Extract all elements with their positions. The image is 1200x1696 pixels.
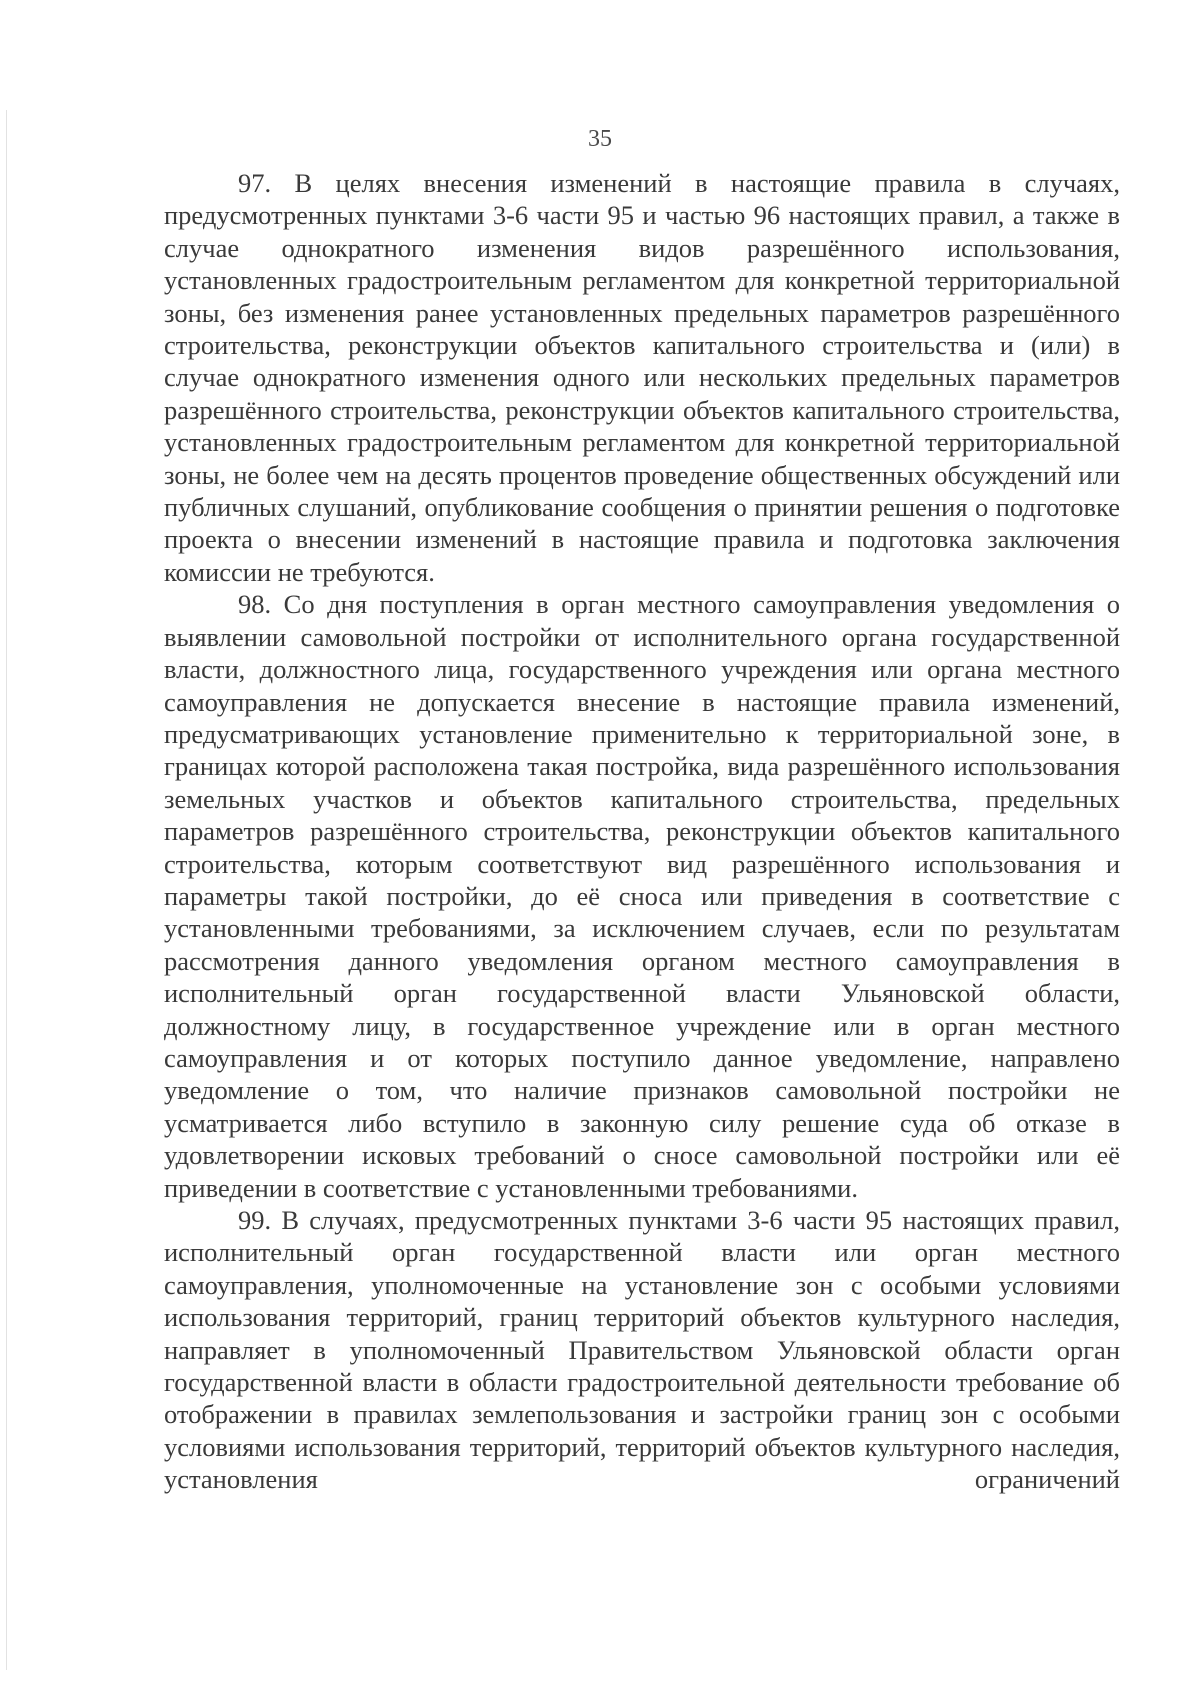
- paragraph-97: 97. В целях внесения изменений в настоящие правила в случаях, предусмотренных пунктами 3-6 части 95 и частью 96 настоящих правил, а также в случае однократного изменения видов разрешённого использования, установленных градостроительным регламентом для конкретной территориальной зоны, без изменения ранее установленных предельных параметров разрешённого строительства, реконструкции объектов капитального строительства и (или) в случае однократного изменения одного или нескольких предельных параметров разрешённого строительства, реконструкции объектов капитального строительства, установленных градостроительным регламентом для конкретной территориальной зоны, не более чем на десять процентов проведение общественных обсуждений или публичных слушаний, опубликование сообщения о принятии решения о подготовке проекта о внесении изменений в настоящие правила и подготовка заключения комиссии не требуются.: [164, 168, 1120, 587]
- paragraph-99: 99. В случаях, предусмотренных пунктами 3-6 части 95 настоящих правил, исполнительный орган государственной власти или орган местного самоуправления, уполномоченные на установление зон с особыми условиями использования территорий, границ территорий объектов культурного наследия, направляет в уполномоченный Правительством Ульяновской области орган государственной власти в области градостроительной деятельности требование об отображении в правилах землепользования и застройки границ зон с особыми условиями использования территорий, территорий объектов культурного наследия, установления ограничений: [164, 1205, 1120, 1495]
- page-number: 35: [588, 126, 612, 152]
- paragraph-98: 98. Со дня поступления в орган местного самоуправления уведомления о выявлении самовольной постройки от исполнительного органа государственной власти, должностного лица, государственного учреждения или органа местного самоуправления не допускается внесение в настоящие правила изменений, предусматривающих установление применительно к территориальной зоне, в границах которой расположена такая постройка, вида разрешённого использования земельных участков и объектов капитального строительства, предельных параметров разрешённого строительства, реконструкции объектов капитального строительства, которым соответствуют вид разрешённого использования и параметры такой постройки, до её сноса или приведения в соответствие с установленными требованиями, за исключением случаев, если по результатам рассмотрения данного уведомления органом местного самоуправления в исполнительный орган государственной власти Ульяновской области, должностному лицу, в государственное учреждение или в орган местного самоуправления и от которых поступило данное уведомление, направлено уведомление о том, что наличие признаков самовольной постройки не усматривается либо вступило в законную силу решение суда об отказе в удовлетворении исковых требований о сносе самовольной постройки или её приведении в соответствие с установленными требованиями.: [164, 589, 1120, 1203]
- scan-margin-line: [6, 110, 7, 1670]
- document-body: [164, 167, 1120, 1496]
